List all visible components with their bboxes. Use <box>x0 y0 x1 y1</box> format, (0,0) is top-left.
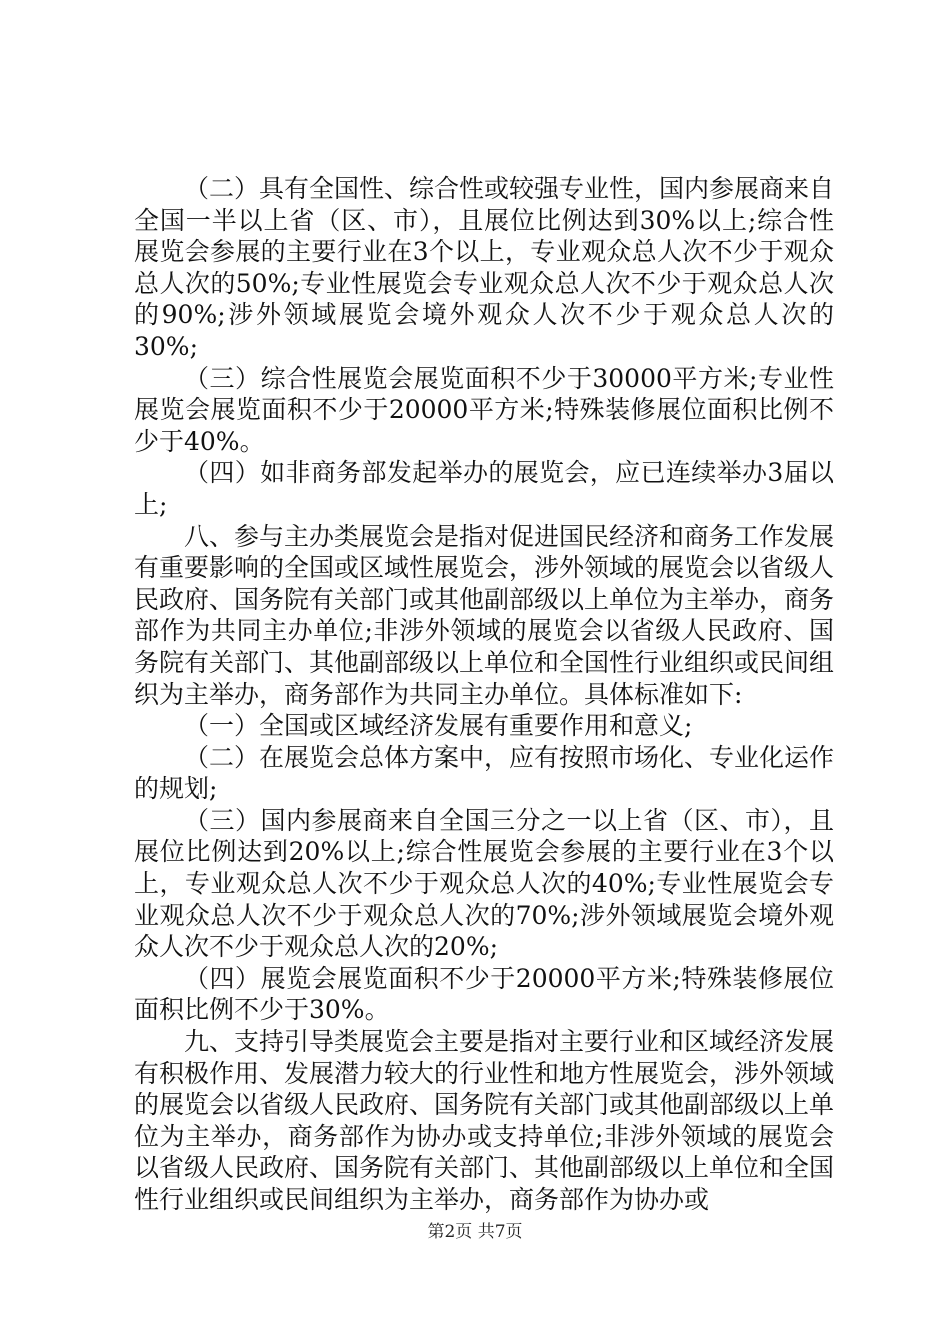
paragraph-8-2: （二）在展览会总体方案中，应有按照市场化、专业化运作的规划; <box>134 742 835 804</box>
paragraph-8-1: （一）全国或区域经济发展有重要作用和意义; <box>184 711 693 741</box>
paragraph-section-8: 八、参与主办类展览会是指对促进国民经济和商务工作发展有重要影响的全国或区域性展览会，涉外领域的展览会以省级人民政府、国务院有关部门或其他副部级以上单位为主举办，商务部作为共同主办单位;非涉外领域的展览会以省级人民政府、国务院有关部门、其他副部级以上单位和全国性行业组织或民间组织为主举办，商务部作为共同主办单位。具体标准如下: <box>134 521 835 709</box>
paragraph-3-area: （三）综合性展览会展览面积不少于30000平方米;专业性展览会展览面积不少于20000平方米;特殊装修展位面积比例不少于40%。 <box>134 363 834 456</box>
paragraph-section-9: 九、支持引导类展览会主要是指对主要行业和区域经济发展有积极作用、发展潜力较大的行业性和地方性展览会，涉外领域的展览会以省级人民政府、国务院有关部门或其他副部级以上单位为主举办，商务部作为协办或支持单位;非涉外领域的展览会以省级人民政府、国务院有关部门、其他副部级以上单位和全国性行业组织或民间组织为主举办，商务部作为协办或 <box>134 1027 835 1214</box>
paragraph-4-editions: （四）如非商务部发起举办的展览会，应已连续举办3届以上; <box>134 458 834 519</box>
paragraph-8-3: （三）国内参展商来自全国三分之一以上省（区、市），且展位比例达到20%以上;综合性展览会参展的主要行业在3个以上，专业观众总人次不少于观众总人次的40%;专业性展览会专业观众总人次不少于观众总人次的70%;涉外领域展览会境外观众人次不少于观众总人次的20%; <box>134 805 834 962</box>
page-number-footer: 第2页 共7页 <box>427 1222 523 1242</box>
paragraph-2-criteria: （二）具有全国性、综合性或较强专业性，国内参展商来自全国一半以上省（区、市），且展位比例达到30%以上;综合性展览会参展的主要行业在3个以上，专业观众总人次不少于观众总人次的50%;专业性展览会专业观众总人次不少于观众总人次的90%;涉外领域展览会境外观众人次不少于观众总人次的30%; <box>134 174 835 361</box>
paragraph-8-4: （四）展览会展览面积不少于20000平方米;特殊装修展位面积比例不少于30%。 <box>134 963 834 1025</box>
document-body <box>134 173 834 1216</box>
